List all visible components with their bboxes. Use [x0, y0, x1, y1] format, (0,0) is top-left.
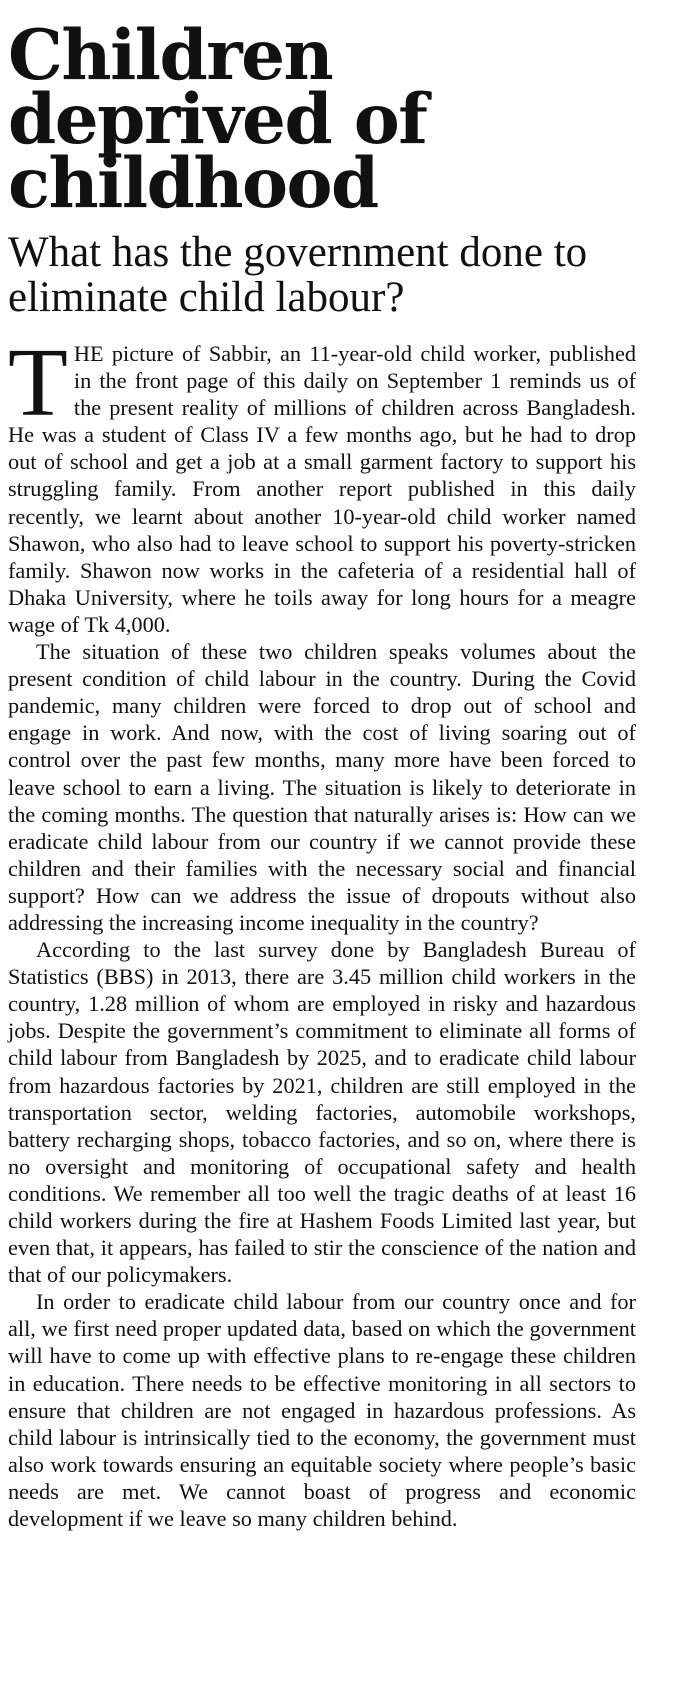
paragraph-1: [8, 329, 636, 638]
subheadline: What has the government done to eliminate child labour?: [8, 229, 588, 321]
paragraph-3: According to the last survey done by Bangladesh Bureau of Statistics (BBS) in 2013, there are 3.45 million child workers in the country, 1.28 million of whom are employed in risky and hazardous jobs. Despite the government’s commitment to eliminate all forms of child labour from Bangladesh by 2025, and to eradicate child labour from hazardous factories by 2021, children are still employed in the transportation sector, welding factories, automobile workshops, battery recharging shops, tobacco factories, and so on, where there is no oversight and monitoring of occupational safety and health conditions. We remember all too well the tragic deaths of at least 16 child workers during the fire at Hashem Foods Limited last year, but even that, it appears, has failed to stir the conscience of the nation and that of our policymakers.: [8, 937, 636, 1288]
article-body: [8, 329, 636, 1532]
drop-cap: T: [8, 329, 68, 437]
article: [8, 0, 636, 1532]
paragraph-4: In order to eradicate child labour from our country once and for all, we first need proper updated data, based on which the government will have to come up with effective plans to re-engage these children in education. There needs to be effective monitoring in all sectors to ensure that children are not engaged in hazardous professions. As child labour is intrinsically tied to the economy, the government must also work towards ensuring an equitable society where people’s basic needs are met. We cannot boast of progress and economic development if we leave so many children behind.: [8, 1289, 636, 1532]
paragraph-1-text: HE picture of Sabbir, an 11-year-old child worker, published in the front page of this daily on September 1 reminds us of the present reality of millions of children across Bangladesh. He was a student of Class IV a few months ago, but he had to drop out of school and get a job at a small garment factory to support his struggling family. From another report published in this daily recently, we learnt about another 10-year-old child worker named Shawon, who also had to leave school to support his poverty-stricken family. Shawon now works in the cafeteria of a residential hall of Dhaka University, where he toils away for long hours for a meagre wage of Tk 4,000.: [8, 341, 636, 637]
paragraph-2: The situation of these two children speaks volumes about the present condition of child labour in the country. During the Covid pandemic, many children were forced to drop out of school and engage in work. And now, with the cost of living soaring out of control over the past few months, many more have been forced to leave school to earn a living. The situation is likely to deteriorate in the coming months. The question that naturally arises is: How can we eradicate child labour from our country if we cannot provide these children and their families with the necessary social and financial support? How can we address the issue of dropouts without also addressing the increasing income inequality in the country?: [8, 639, 636, 935]
headline: Children deprived of childhood: [8, 15, 427, 224]
